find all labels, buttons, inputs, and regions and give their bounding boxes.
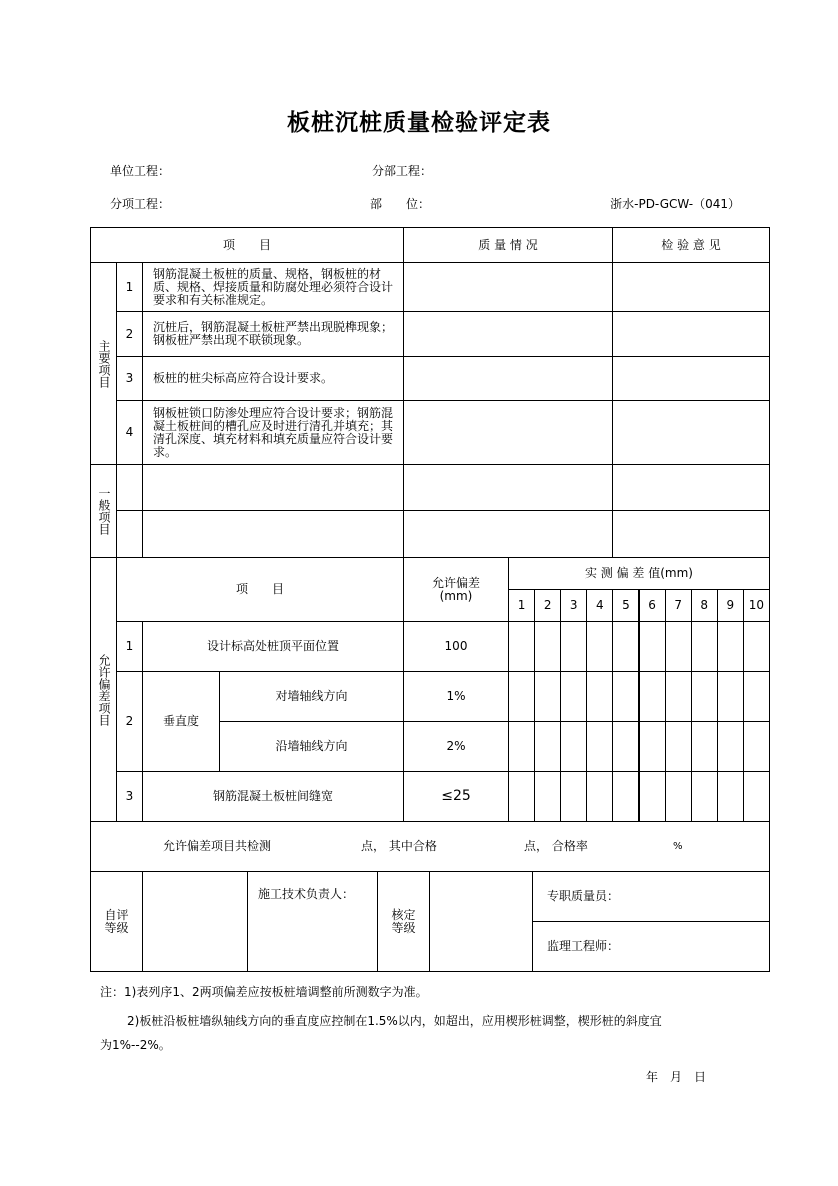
measured-value-cell[interactable]: [560, 721, 587, 772]
quality-cell[interactable]: [403, 400, 613, 465]
col-header-item: [90, 227, 404, 263]
tol-header-measured: [508, 557, 770, 590]
qc-label: 专职质量员：: [547, 889, 620, 903]
main-item-text: 沉桩后，钢筋混凝土板桩严禁出现脱榫现象；钢板桩严禁出现不联锁现象。: [142, 311, 404, 357]
col-header-opinion-text: 检 验 意 见: [661, 237, 721, 252]
measure-point-number: 10: [743, 589, 770, 622]
note-1: 注：1)表列序1、2两项偏差应按板桩墙调整前所测数字为准。: [100, 985, 428, 999]
measured-value-cell[interactable]: [560, 671, 587, 722]
measured-value-cell[interactable]: [534, 771, 561, 822]
subitem-project-label: 分项工程：: [110, 197, 171, 211]
tol-row-no: 3: [116, 771, 143, 822]
measured-value-cell[interactable]: [612, 771, 639, 822]
measured-value-cell[interactable]: [665, 721, 692, 772]
measured-value-cell[interactable]: [743, 721, 770, 772]
supervisor-label: 监理工程师：: [547, 939, 620, 953]
measured-value-cell[interactable]: [665, 771, 692, 822]
col-header-opinion: [612, 227, 770, 263]
main-item-no: 1: [116, 262, 143, 312]
col-header-item-text: 项 目: [222, 237, 271, 252]
summary-percent: %: [673, 841, 683, 852]
tol-header-allow-text: 允许偏差: [431, 575, 480, 590]
unit-project-label: 单位工程：: [110, 164, 171, 178]
measured-value-cell[interactable]: [691, 671, 718, 722]
tol-row-allow: 1%: [403, 671, 509, 722]
date-label: 年 月 日: [646, 1070, 707, 1084]
measured-value-cell[interactable]: [586, 671, 613, 722]
general-item-text[interactable]: [142, 510, 404, 558]
col-header-quality: [403, 227, 613, 263]
tol-header-allow-unit: (mm): [439, 588, 473, 603]
supervisor-field[interactable]: [532, 921, 770, 972]
division-project-label: 分部工程：: [372, 164, 433, 178]
measure-point-number: 9: [717, 589, 744, 622]
summary-total-label: 允许偏差项目共检测: [163, 839, 272, 853]
measured-value-cell[interactable]: [665, 621, 692, 672]
self-grade-value[interactable]: [142, 871, 248, 972]
tol-row-item: 设计标高处桩顶平面位置: [142, 621, 404, 672]
opinion-cell[interactable]: [612, 510, 770, 558]
tol-row-no: 2: [116, 671, 143, 772]
main-item-text: 钢板桩锁口防渗处理应符合设计要求；钢筋混凝土板桩间的槽孔应及时进行清孔并填充；其清孔深度、填充材料和填充质量应符合设计要求。: [142, 400, 404, 465]
measured-value-cell[interactable]: [639, 771, 666, 822]
measured-value-cell[interactable]: [665, 671, 692, 722]
tolerance-group-text: 允许偏差项目: [97, 653, 111, 726]
measure-point-number: 4: [586, 589, 613, 622]
measured-value-cell[interactable]: [612, 621, 639, 672]
quality-cell[interactable]: [403, 356, 613, 401]
measured-value-cell[interactable]: [534, 621, 561, 672]
tol-header-measured-text: 实 测 偏 差 值(mm): [584, 566, 693, 580]
tol-row-subitem: 沿墙轴线方向: [219, 721, 404, 772]
measured-value-cell[interactable]: [586, 771, 613, 822]
measure-point-number: 1: [508, 589, 535, 622]
general-item-text[interactable]: [142, 464, 404, 511]
general-group-label: [90, 464, 117, 558]
verify-grade-text: 核定等级: [391, 907, 416, 935]
tech-lead-label: 施工技术负责人：: [258, 887, 355, 901]
measured-value-cell[interactable]: [743, 671, 770, 722]
measured-value-cell[interactable]: [743, 621, 770, 672]
main-item-no: 4: [116, 400, 143, 465]
tol-row-no: 1: [116, 621, 143, 672]
measure-point-number: 5: [612, 589, 639, 622]
tech-lead-field[interactable]: [247, 871, 378, 972]
qc-field[interactable]: [532, 871, 770, 922]
measured-value-cell[interactable]: [508, 621, 535, 672]
tol-row-item: 垂直度: [142, 671, 220, 772]
summary-pass-label: 点， 其中合格: [361, 839, 437, 853]
tol-row-allow: ≤25: [403, 771, 509, 822]
tol-row-allow: 100: [403, 621, 509, 672]
measured-value-cell[interactable]: [612, 721, 639, 772]
self-grade-text: 自评等级: [104, 907, 129, 935]
measure-point-number: 2: [534, 589, 561, 622]
measured-value-cell[interactable]: [691, 721, 718, 772]
location-label: 部 位：: [370, 197, 431, 211]
main-item-text: 板桩的桩尖标高应符合设计要求。: [142, 356, 404, 401]
summary-row: [90, 821, 770, 872]
measure-point-number: 8: [691, 589, 718, 622]
form-code: 浙水-PD-GCW-（041）: [610, 197, 740, 211]
tol-header-item: [116, 557, 404, 622]
opinion-cell[interactable]: [612, 400, 770, 465]
general-item-no[interactable]: [116, 464, 143, 511]
tol-row-allow: 2%: [403, 721, 509, 772]
general-group-text: 一般项目: [97, 487, 111, 535]
main-item-no: 2: [116, 311, 143, 357]
measured-value-cell[interactable]: [717, 621, 744, 672]
summary-rate-label: 点， 合格率: [524, 839, 588, 853]
measure-point-number: 3: [560, 589, 587, 622]
main-item-text: 钢筋混凝土板桩的质量、规格，钢板桩的材质、规格、焊接质量和防腐处理必须符合设计要求和有关标准规定。: [142, 262, 404, 312]
measured-value-cell[interactable]: [560, 621, 587, 672]
measured-value-cell[interactable]: [534, 671, 561, 722]
measured-value-cell[interactable]: [508, 671, 535, 722]
measured-value-cell[interactable]: [508, 771, 535, 822]
measured-value-cell[interactable]: [508, 721, 535, 772]
measured-value-cell[interactable]: [560, 771, 587, 822]
tol-header-item-text: 项 目: [235, 582, 284, 596]
quality-cell[interactable]: [403, 262, 613, 312]
measured-value-cell[interactable]: [639, 721, 666, 772]
col-header-quality-text: 质 量 情 况: [478, 237, 538, 252]
measured-value-cell[interactable]: [534, 721, 561, 772]
tolerance-group-label: [90, 557, 117, 822]
measured-value-cell[interactable]: [717, 671, 744, 722]
self-grade-label: [90, 871, 143, 972]
main-group-text: 主要项目: [97, 339, 111, 388]
verify-grade-value[interactable]: [429, 871, 533, 972]
measured-value-cell[interactable]: [743, 771, 770, 822]
tol-row-item: 钢筋混凝土板桩间缝宽: [142, 771, 404, 822]
measured-value-cell[interactable]: [639, 621, 666, 672]
quality-cell[interactable]: [403, 510, 613, 558]
tol-row-subitem: 对墙轴线方向: [219, 671, 404, 722]
main-item-no: 3: [116, 356, 143, 401]
measured-value-cell[interactable]: [717, 771, 744, 822]
note-3: 为1%--2%。: [100, 1038, 171, 1052]
measured-value-cell[interactable]: [586, 621, 613, 672]
form-title: 板桩沉桩质量检验评定表: [287, 110, 551, 136]
verify-grade-label: [377, 871, 430, 972]
measured-value-cell[interactable]: [717, 721, 744, 772]
opinion-cell[interactable]: [612, 262, 770, 312]
opinion-cell[interactable]: [612, 356, 770, 401]
measured-value-cell[interactable]: [639, 671, 666, 722]
note-2: 2)板桩沿板桩墙纵轴线方向的垂直度应控制在1.5%以内，如超出，应用楔形桩调整，楔形桩的斜度宜: [127, 1014, 662, 1028]
measure-point-number: 7: [665, 589, 692, 622]
main-group-label: [90, 262, 117, 465]
measure-point-number: 6: [639, 589, 666, 622]
tol-header-allow: [403, 557, 509, 622]
opinion-cell[interactable]: [612, 311, 770, 357]
measured-value-cell[interactable]: [612, 671, 639, 722]
quality-cell[interactable]: [403, 311, 613, 357]
general-item-no[interactable]: [116, 510, 143, 558]
quality-cell[interactable]: [403, 464, 613, 511]
measured-value-cell[interactable]: [691, 621, 718, 672]
opinion-cell[interactable]: [612, 464, 770, 511]
measured-value-cell[interactable]: [586, 721, 613, 772]
measured-value-cell[interactable]: [691, 771, 718, 822]
